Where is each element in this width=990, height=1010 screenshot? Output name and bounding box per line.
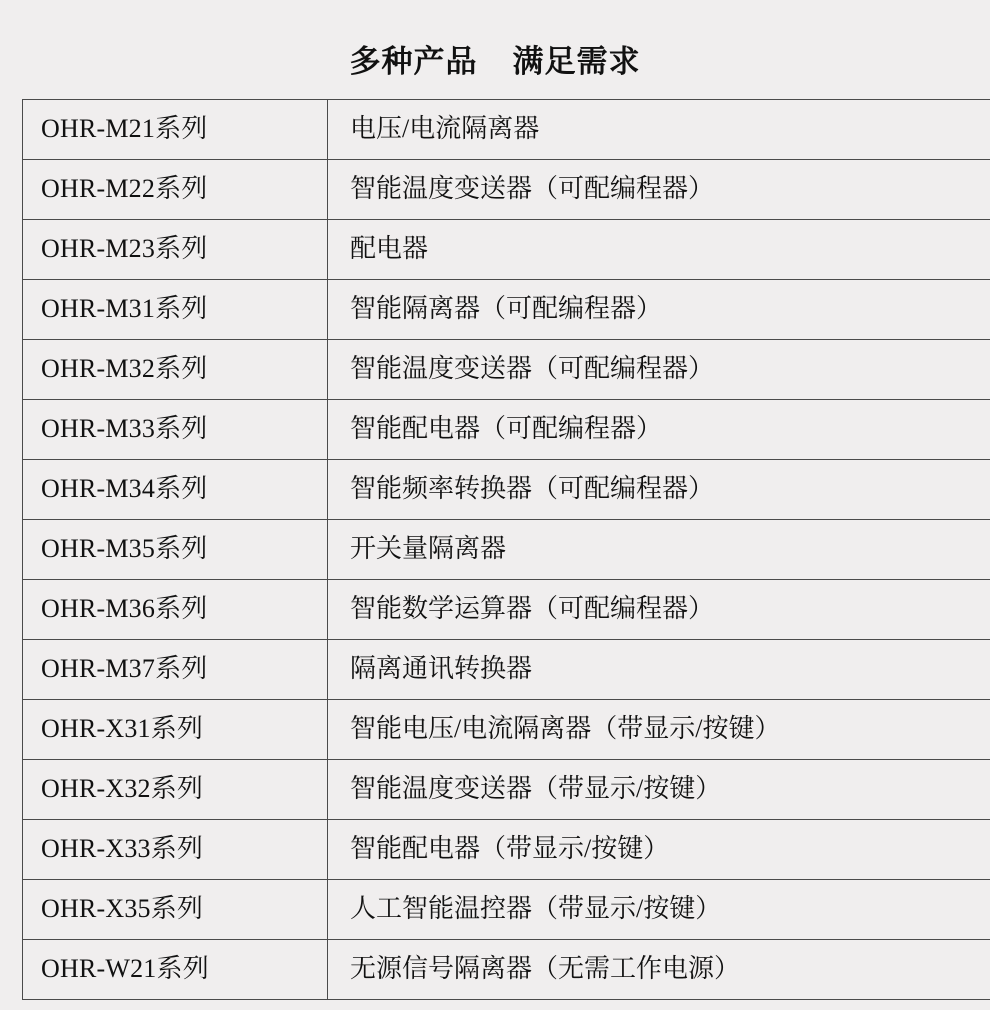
- page-title: 多种产品 满足需求: [349, 44, 641, 79]
- table-row: [23, 340, 990, 400]
- table-row: [23, 880, 990, 940]
- product-model: OHR-M32系列: [23, 340, 328, 400]
- product-table-body: [23, 100, 990, 1000]
- product-description: 智能数学运算器（可配编程器）: [328, 580, 990, 640]
- product-model: OHR-M34系列: [23, 460, 328, 520]
- product-model: OHR-W21系列: [23, 940, 328, 1000]
- product-description: 配电器: [328, 220, 990, 280]
- table-row: [23, 100, 990, 160]
- product-model: OHR-M33系列: [23, 400, 328, 460]
- product-description: 电压/电流隔离器: [328, 100, 990, 160]
- product-model: OHR-M23系列: [23, 220, 328, 280]
- product-description: 智能配电器（可配编程器）: [328, 400, 990, 460]
- product-model: OHR-M31系列: [23, 280, 328, 340]
- table-row: [23, 460, 990, 520]
- product-model: OHR-M36系列: [23, 580, 328, 640]
- table-row: [23, 640, 990, 700]
- product-description: 智能电压/电流隔离器（带显示/按键）: [328, 700, 990, 760]
- product-model: OHR-M22系列: [23, 160, 328, 220]
- product-table: [22, 99, 990, 1000]
- product-model: OHR-M21系列: [23, 100, 328, 160]
- product-model: OHR-X35系列: [23, 880, 328, 940]
- table-row: [23, 520, 990, 580]
- table-row: [23, 400, 990, 460]
- table-row: [23, 820, 990, 880]
- product-model: OHR-X33系列: [23, 820, 328, 880]
- table-row: [23, 760, 990, 820]
- product-description: 智能温度变送器（可配编程器）: [328, 340, 990, 400]
- product-table-container: [22, 99, 968, 1000]
- table-row: [23, 580, 990, 640]
- table-row: [23, 940, 990, 1000]
- product-model: OHR-X31系列: [23, 700, 328, 760]
- table-row: [23, 700, 990, 760]
- product-description: 隔离通讯转换器: [328, 640, 990, 700]
- product-model: OHR-X32系列: [23, 760, 328, 820]
- product-description: 智能配电器（带显示/按键）: [328, 820, 990, 880]
- product-description: 开关量隔离器: [328, 520, 990, 580]
- table-row: [23, 280, 990, 340]
- table-row: [23, 160, 990, 220]
- product-description: 无源信号隔离器（无需工作电源）: [328, 940, 990, 1000]
- product-description: 智能频率转换器（可配编程器）: [328, 460, 990, 520]
- product-description: 智能隔离器（可配编程器）: [328, 280, 990, 340]
- product-description: 智能温度变送器（带显示/按键）: [328, 760, 990, 820]
- product-description: 人工智能温控器（带显示/按键）: [328, 880, 990, 940]
- product-description: 智能温度变送器（可配编程器）: [328, 160, 990, 220]
- product-model: OHR-M37系列: [23, 640, 328, 700]
- table-row: [23, 220, 990, 280]
- product-model: OHR-M35系列: [23, 520, 328, 580]
